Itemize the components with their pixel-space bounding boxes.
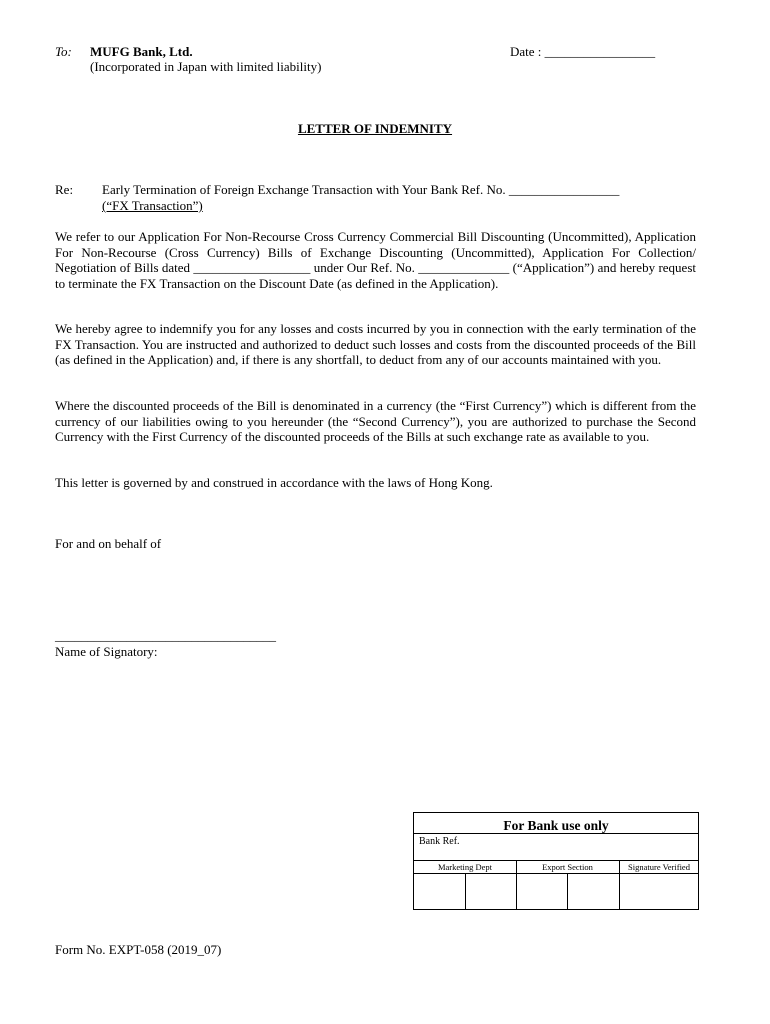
- paragraph-application: We refer to our Application For Non-Recourse Cross Currency Commercial Bill Discounting (Uncommitted), Application For Non-Recourse (Cross Currency) Bills of Exchange Discounting (Uncommitted), Application For Collection/ Negotiation of Bills dated __________________ under Our Ref. No. ______________ (“Application”) and hereby request to terminate the FX Transaction on the Discount Date (as defined in the Application).: [55, 229, 696, 291]
- divider: [414, 833, 698, 834]
- divider: [567, 873, 568, 910]
- marketing-dept-label: Marketing Dept: [437, 862, 493, 872]
- paragraph-governing-law: This letter is governed by and construed in accordance with the laws of Hong Kong.: [55, 475, 493, 490]
- bank-use-title: For Bank use only: [503, 818, 609, 833]
- signature-line[interactable]: __________________________________: [55, 628, 276, 643]
- export-section-label: Export Section: [542, 862, 593, 872]
- bank-use-box: [413, 812, 699, 910]
- signatory-name-label: Name of Signatory:: [55, 644, 158, 659]
- divider: [414, 860, 698, 861]
- bank-name: MUFG Bank, Ltd.: [90, 44, 193, 59]
- bank-ref-label: Bank Ref.: [419, 836, 460, 847]
- to-label: To:: [55, 44, 72, 59]
- on-behalf-label: For and on behalf of: [55, 536, 162, 551]
- form-number: Form No. EXPT-058 (2019_07): [55, 942, 222, 957]
- re-line-2: (“FX Transaction”): [102, 198, 203, 213]
- bank-subtitle: (Incorporated in Japan with limited liability): [90, 59, 322, 74]
- re-label: Re:: [55, 182, 74, 197]
- re-line-1: Early Termination of Foreign Exchange Transaction with Your Bank Ref. No. _________________: [102, 182, 620, 197]
- document-title: LETTER OF INDEMNITY: [297, 121, 453, 136]
- paragraph-indemnify: We hereby agree to indemnify you for any losses and costs incurred by you in connection with the early termination of the FX Transaction. You are instructed and authorized to deduct such losses and costs from the discounted proceeds of the Bill (as defined in the Application) and, if there is any shortfall, to deduct from any of our accounts maintained with you.: [55, 321, 696, 368]
- date-field[interactable]: Date : _________________: [510, 44, 656, 59]
- signature-verified-label: Signature Verified: [628, 862, 690, 872]
- divider: [414, 873, 698, 874]
- paragraph-currency: Where the discounted proceeds of the Bill is denominated in a currency (the “First Currency”) which is different from the currency of our liabilities owing to you hereunder (the “Second Currency”), you are authorized to purchase the Second Currency with the First Currency of the discounted proceeds of the Bills at such exchange rate as available to you.: [55, 398, 696, 445]
- divider: [465, 873, 466, 910]
